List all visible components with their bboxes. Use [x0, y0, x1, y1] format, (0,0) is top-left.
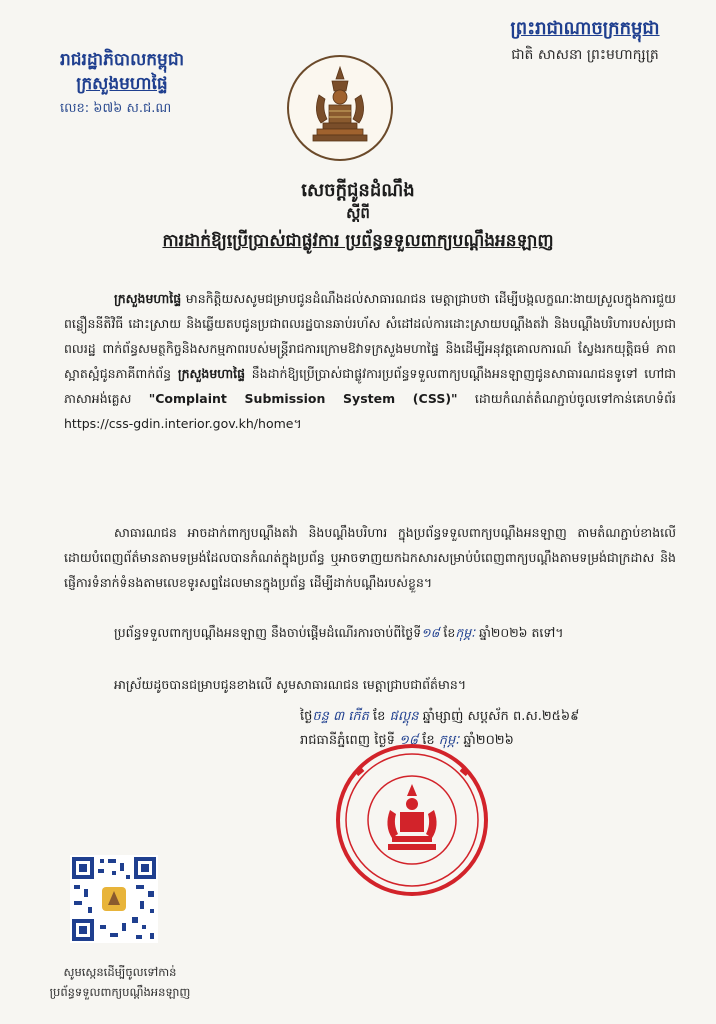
lunar-month: ផល្គុន [389, 709, 419, 724]
notice-subject: ការដាក់ឱ្យប្រើប្រាស់ជាផ្លូវការ ប្រព័ន្ធទទួលពាក្យបណ្តឹងអនឡាញ [162, 231, 554, 251]
qr-caption-line-1: សូមស្កេនដើម្បីចូលទៅកាន់ [63, 965, 177, 979]
notice-title: សេចក្តីជូនដំណឹង [301, 180, 415, 201]
emblem-icon [289, 57, 391, 159]
lunar-day: ៣ កើត [333, 709, 369, 724]
ministry-header [22, 48, 222, 96]
p3-text-a: ប្រព័ន្ធទទួលពាក្យបណ្តឹងអនឡាញ នឹងចាប់ផ្តើមដំណើរការចាប់ពីថ្ងៃទី [114, 625, 422, 640]
p1-end: ។ [293, 416, 302, 431]
royal-emblem [287, 55, 393, 161]
paragraph-4 [64, 672, 676, 697]
ministry-bold: ក្រសួងមហាផ្ទៃ [114, 291, 182, 306]
solar-year: ឆ្នាំ២០២៦ [459, 733, 514, 748]
lunar-year: ឆ្នាំម្សាញ់ សប្តស័ក ព.ស.២៥៦៩ [418, 709, 580, 724]
p2-text: សាធារណជន អាចដាក់ពាក្យបណ្តឹងតវ៉ា និងបណ្តឹងបរិហារ ក្នុងប្រព័ន្ធទទួលពាក្យបណ្តឹងអនឡាញ តាមតំណភ្ជាប់ខាងលើដោយបំពេញព័ត៌មានតាមទម្រង់ដែលបានកំណត់ក្នុងប្រព័ន្ធ ឬអាចទាញយកឯកសារសម្រាប់បំពេញពាក្យបណ្តឹងតាមទម្រង់ជាក្រដាស និងផ្ញើការទំនាក់ទំនងតាមលេខទូរសព្ទដែលមានក្នុងប្រព័ន្ធ ដើម្បីដាក់បណ្តឹងរបស់ខ្លួន។ [64, 525, 676, 590]
kingdom-name: ព្រះរាជាណាចក្រកម្ពុជា [510, 18, 660, 39]
ministry-bold-2: ក្រសួងមហាផ្ទៃ [177, 366, 246, 381]
qr-caption-line-2: ប្រព័ន្ធទទួលពាក្យបណ្តឹងអនឡាញ [49, 985, 191, 999]
solar-day: ១៨ [399, 733, 419, 748]
p3-text-c: ឆ្នាំ២០២៦ តទៅ។ [475, 625, 564, 640]
solar-month-label: ខែ [418, 733, 439, 748]
notice-subject-label: ស្តីពី [346, 204, 370, 222]
government-name: រាជរដ្ឋាភិបាលកម្ពុជា [59, 50, 185, 70]
ministry-name: ក្រសួងមហាផ្ទៃ [76, 74, 168, 94]
qr-code-icon [70, 855, 158, 943]
start-month: កុម្ភៈ [455, 625, 476, 640]
p1-text-2: នឹងដាក់ឱ្យប្រើប្រាស់ជាផ្លូវការប្រព័ន្ធទទួលពាក្យបណ្តឹងអនឡាញជូនសាធារណជនទូទៅ ហៅជាភាសាអង់គ្លេស [64, 366, 677, 406]
qr-code[interactable] [70, 855, 158, 943]
p1-text-3: ដោយកំណត់តំណភ្ជាប់ចូលទៅកាន់គេហទំព័រ [457, 391, 676, 406]
national-motto: ជាតិ សាសនា ព្រះមហាក្សត្រ [511, 47, 659, 63]
p3-text-b: ខែ [439, 625, 456, 640]
p4-text: អាស្រ័យដូចបានជម្រាបជូនខាងលើ សូមសាធារណជន មេត្តាជ្រាបជាព័ត៌មាន។ [114, 677, 467, 692]
solar-prefix: រាជធានីភ្នំពេញ ថ្ងៃទី [300, 733, 400, 748]
solar-month: កុម្ភៈ [438, 733, 460, 748]
website-link[interactable]: https://css-gdin.interior.gov.kh/home [64, 416, 294, 431]
lunar-prefix: ថ្ងៃ [300, 709, 313, 724]
kingdom-header [470, 16, 700, 68]
qr-caption [30, 962, 210, 1002]
paragraph-1 [64, 286, 676, 436]
paragraph-3 [64, 620, 676, 645]
system-name: "Complaint Submission System (CSS)" [148, 391, 458, 406]
seal-icon [332, 740, 492, 900]
paragraph-2 [64, 520, 676, 595]
start-day: ១៨ [421, 625, 440, 640]
lunar-date [300, 706, 690, 728]
lunar-weekday: ចន្ទ [312, 709, 329, 724]
reference-number: លេខ: ៦៧៦ ស.ជ.ណ [60, 101, 172, 116]
p1-text: មានកិត្តិយសសូមជម្រាបជូនដំណឹងដល់សាធារណជន មេត្តាជ្រាបថា ដើម្បីបង្កលក្ខណៈងាយស្រួលក្នុងការជួយពន្លឿននីតិវិធី ដោះស្រាយ និងឆ្លើយតបជូនប្រជាពលរដ្ឋបានឆាប់រហ័ស សំដៅដល់ការដោះស្រាយបណ្តឹងតវ៉ា និងបណ្តឹងបរិហារបស់ប្រជាពលរដ្ឋ ពាក់ព័ន្ធសមត្ថកិច្ចនិងសកម្មភាពរបស់មន្ត្រីរាជការក្រោមឱវាទក្រសួងមហាផ្ទៃ និងដើម្បីអនុវត្តគោលការណ៍ ស្វែងរកយុត្តិធម៌ ភាពស្អាតស្អំជូនភាគីពាក់ព័ន្ធ [64, 291, 676, 381]
official-seal [332, 740, 492, 900]
lunar-month-label: ខែ [368, 709, 390, 724]
